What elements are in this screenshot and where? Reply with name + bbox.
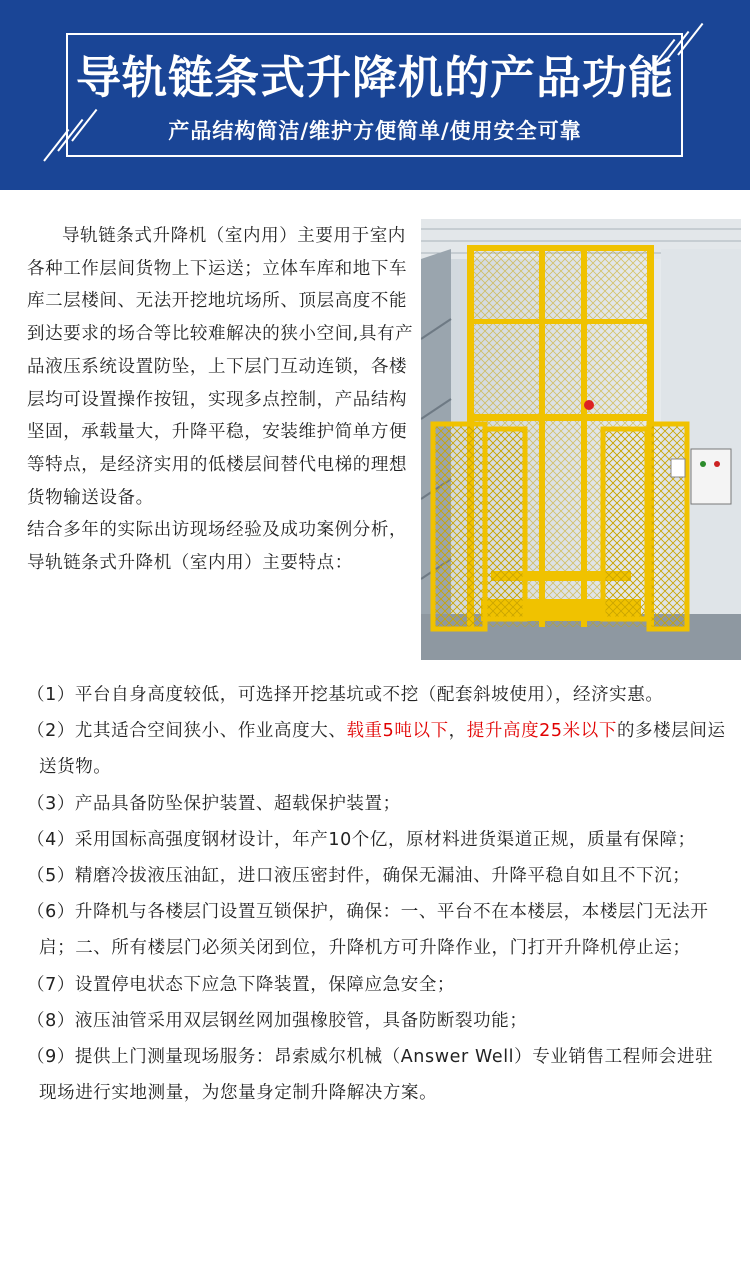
feature-2-height-highlight: 提升高度25米以下: [466, 721, 617, 742]
feature-1: （1）平台自身高度较低，可选择开挖基坑或不挖（配套斜坡使用），经济实惠。: [27, 685, 664, 705]
header-banner: [0, 0, 750, 190]
feature-5: （5）精磨冷拔液压油缸，进口液压密封件，确保无漏油、升降平稳自如且不下沉；: [27, 866, 691, 887]
feature-4: （4）采用国标高强度钢材设计，年产10个亿，原材料进货渠道正规，质量有保障；: [27, 829, 696, 850]
feature-2-suffix: 的多楼层间运送货物。: [39, 721, 726, 778]
feature-9: （9）提供上门测量现场服务：昂索威尔机械（Answer Well）专业销售工程师会进驻现场进行实地测量，为您量身定制升降解决方案。: [27, 1047, 714, 1104]
feature-8: （8）液压油管采用双层钢丝网加强橡胶管，具备防断裂功能；: [27, 1010, 528, 1031]
page-subtitle: 产品结构简洁/维护方便简单/使用安全可靠: [168, 119, 582, 143]
lift-photo: [421, 219, 741, 660]
page-title: 导轨链条式升降机的产品功能: [75, 51, 674, 104]
feature-7: （7）设置停电状态下应急下降装置，保障应急安全；: [27, 974, 456, 995]
feature-2-separator: ，: [448, 721, 467, 742]
intro-paragraph-1: 导轨链条式升降机（室内用）主要用于室内各种工作层间货物上下运送；立体车库和地下车库二层楼间、无法开挖地坑场所、顶层高度不能到达要求的场合等比较难解决的狭小空间,具有产品液压系统设置防坠，上下层门互动连锁，各楼层均可设置操作按钮，实现多点控制，产品结构坚固，承载量大，升降平稳，安装维护简单方便等特点，是经济实用的低楼层间替代电梯的理想货物输送设备。: [27, 226, 414, 508]
feature-6: （6）升降机与各楼层门设置互锁保护，确保：一、平台不在本楼层，本楼层门无法开启；二、所有楼层门必须关闭到位，升降机方可升降作业，门打开升降机停止运；: [27, 902, 709, 959]
feature-3: （3）产品具备防坠保护装置、超载保护装置；: [27, 793, 401, 814]
feature-2: [27, 713, 727, 785]
intro-paragraph-2: 结合多年的实际出访现场经验及成功案例分析，导轨链条式升降机（室内用）主要特点：: [27, 520, 408, 574]
intro-text: [27, 220, 415, 580]
feature-2-load-highlight: 载重5吨以下: [346, 721, 449, 742]
feature-list: [27, 677, 727, 1111]
feature-2-prefix: （2）尤其适合空间狭小、作业高度大、: [27, 721, 347, 742]
